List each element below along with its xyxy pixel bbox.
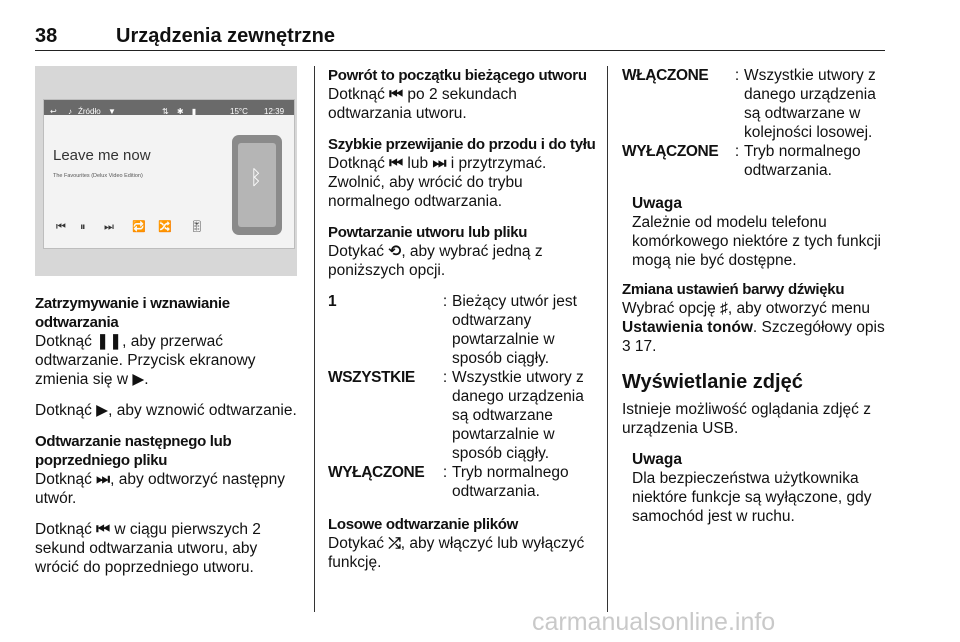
play-icon: ▶: [96, 402, 109, 419]
album-title: The Favourites (Delux Video Edition): [53, 173, 143, 179]
option-value: Tryb normalnego odtwarzania.: [452, 464, 569, 500]
source-label: Źródło: [78, 107, 101, 116]
table-row: WYŁĄCZONE : Tryb normalnego odtwarzania.: [328, 463, 598, 501]
music-note-icon: ♪: [68, 107, 72, 116]
column-divider: [314, 66, 315, 612]
bluetooth-icon: ᛒ: [250, 167, 262, 189]
note-title: Uwaga: [632, 195, 682, 212]
note-box: [622, 450, 890, 526]
previous-icon: ⏮: [56, 221, 66, 233]
pause-paragraph: Dotknąć ❚❚, aby przerwać odtwarzanie. Przycisk ekranowy zmienia się w ▶.: [35, 333, 256, 388]
pause-icon: ⏸: [80, 221, 86, 233]
fast-forward-heading: Szybkie przewijanie do przodu i do tyłu: [328, 136, 596, 153]
page-reference: 3 17.: [622, 338, 657, 355]
restart-paragraph: Dotknąć ⏮ po 2 sekundach odtwarzania utworu.: [328, 86, 517, 122]
tone-settings-menu-name: Ustawienia tonów: [622, 319, 753, 336]
option-key: WSZYSTKIE: [328, 369, 415, 386]
next-icon: ⏭: [96, 471, 111, 488]
infotainment-screenshot: [35, 66, 297, 276]
repeat-heading: Powtarzanie utworu lub pliku: [328, 224, 528, 241]
option-value: Wszystkie utwory z danego urządzenia są odtwarzane w kolejności losowej.: [744, 67, 876, 141]
column-2: [328, 66, 598, 584]
temperature: 15°C: [230, 107, 248, 116]
shuffle-icon: 🔀: [158, 221, 172, 233]
status-icons: ⇅ ✱ ▮: [162, 107, 200, 116]
clock: 12:39: [264, 107, 285, 116]
shuffle-options-table: [622, 66, 890, 180]
play-icon: ▶: [132, 371, 145, 388]
shuffle-icon: ⤮: [388, 535, 401, 552]
repeat-paragraph: Dotykać ⟲, aby wybrać jedną z poniższych opcji.: [328, 243, 543, 279]
next-heading: Odtwarzanie następnego lub poprzedniego pliku: [35, 433, 232, 469]
option-key: 1: [328, 293, 337, 310]
table-row: 1 : Bieżący utwór jest odtwarzany powtarzalnie w sposób ciągły.: [328, 292, 598, 368]
column-divider: [607, 66, 608, 612]
option-value: Bieżący utwór jest odtwarzany powtarzalnie w sposób ciągły.: [452, 293, 577, 367]
chevron-down-icon: ▼: [108, 107, 116, 116]
page-title: Urządzenia zewnętrzne: [116, 25, 335, 47]
previous-paragraph: Dotknąć ⏮ w ciągu pierwszych 2 sekund odtwarzania utworu, aby wrócić do poprzedniego utworu.: [35, 521, 261, 576]
tone-paragraph: Wybrać opcję ♯, aby otworzyć menu Ustawienia tonów. Szczegółowy opis 3 17.: [622, 300, 885, 355]
shuffle-paragraph: Dotykać ⤮, aby włączyć lub wyłączyć funkcję.: [328, 535, 585, 571]
pause-heading: Zatrzymywanie i wznawianie odtwarzania: [35, 295, 230, 331]
next-icon: ⏭: [432, 155, 447, 172]
repeat-options-table: [328, 292, 598, 501]
column-3: [622, 66, 890, 536]
status-bar: [44, 100, 294, 115]
option-value: Wszystkie utwory z danego urządzenia są odtwarzane powtarzalnie w sposób ciągły.: [452, 369, 584, 462]
header-rule: [35, 50, 885, 51]
table-row: WŁĄCZONE : Wszystkie utwory z danego urządzenia są odtwarzane w kolejności losowej.: [622, 66, 890, 142]
watermark: carmanualsonline.info: [532, 608, 776, 636]
photo-heading: Wyświetlanie zdjęć: [622, 371, 803, 393]
table-row: WSZYSTKIE : Wszystkie utwory z danego urządzenia są odtwarzane powtarzalnie w sposób ciągły.: [328, 368, 598, 463]
note-text: Dla bezpieczeństwa użytkownika niektóre funkcje są wyłączone, gdy samochód jest w ruchu.: [632, 470, 872, 525]
next-icon: ⏭: [104, 221, 114, 233]
tone-settings-icon: 🎚: [190, 221, 204, 233]
table-row: WYŁĄCZONE : Tryb normalnego odtwarzania.: [622, 142, 890, 180]
song-title: Leave me now: [53, 147, 151, 164]
previous-icon: ⏮: [96, 521, 111, 538]
option-key: WYŁĄCZONE: [328, 464, 425, 481]
repeat-icon: 🔁: [132, 221, 146, 233]
tone-heading: Zmiana ustawień barwy dźwięku: [622, 281, 845, 298]
note-text: Zależnie od modelu telefonu komórkowego niektóre z tych funkcji mogą nie być dostępne.: [632, 214, 881, 269]
tone-settings-icon: ♯: [720, 300, 728, 317]
note-title: Uwaga: [632, 451, 682, 468]
option-key: WŁĄCZONE: [622, 67, 709, 84]
repeat-icon: ⟲: [388, 243, 402, 260]
page-number: 38: [35, 25, 58, 47]
previous-icon: ⏮: [389, 155, 404, 172]
restart-heading: Powrót to początku bieżącego utworu: [328, 67, 587, 84]
photo-paragraph: Istnieje możliwość oglądania zdjęć z urządzenia USB.: [622, 401, 871, 437]
note-box: [622, 194, 890, 270]
page-header: [0, 0, 960, 52]
shuffle-heading: Losowe odtwarzanie plików: [328, 516, 519, 533]
fast-forward-paragraph: Dotknąć ⏮ lub ⏭ i przytrzymać. Zwolnić, aby wrócić do trybu normalnego odtwarzania.: [328, 155, 547, 210]
back-icon: ↩: [50, 107, 57, 116]
pause-icon: ❚❚: [96, 333, 123, 350]
phone-graphic: [232, 135, 282, 235]
option-value: Tryb normalnego odtwarzania.: [744, 143, 861, 179]
playback-controls: [56, 218, 226, 236]
column-1: [35, 66, 297, 589]
previous-icon: ⏮: [389, 86, 404, 103]
resume-paragraph: Dotknąć ▶, aby wznowić odtwarzanie.: [35, 402, 297, 419]
next-paragraph: Dotknąć ⏭, aby odtworzyć następny utwór.: [35, 471, 286, 507]
display-screen: [43, 99, 295, 249]
option-key: WYŁĄCZONE: [622, 143, 719, 160]
